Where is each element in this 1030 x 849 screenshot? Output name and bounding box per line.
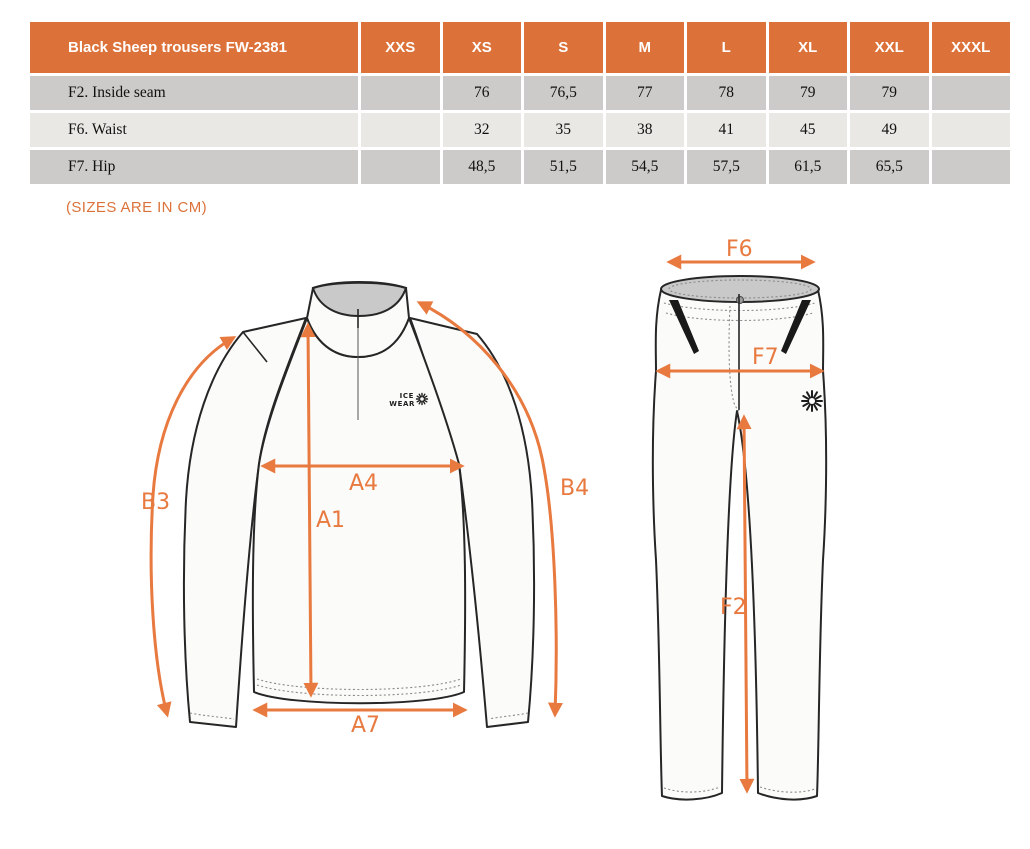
label-f7: F7 (752, 345, 779, 370)
size-chart-table (30, 22, 1010, 184)
label-a7: A7 (351, 713, 381, 738)
size-cell: 79 (850, 76, 929, 110)
size-cell: 79 (769, 76, 848, 110)
size-cell (361, 150, 440, 184)
size-cell: 61,5 (769, 150, 848, 184)
size-cell: 78 (687, 76, 766, 110)
column-header-xxl: XXL (850, 22, 929, 73)
waist-button (737, 297, 744, 304)
size-cell: 48,5 (443, 150, 522, 184)
column-header-m: M (606, 22, 685, 73)
logo-text-wear: WEAR (389, 400, 415, 408)
size-cell (932, 113, 1011, 147)
size-cell: 41 (687, 113, 766, 147)
size-cell: 49 (850, 113, 929, 147)
label-f2: F2 (720, 595, 747, 620)
size-cell: 45 (769, 113, 848, 147)
size-cell: 51,5 (524, 150, 603, 184)
shirt-drawing (141, 282, 589, 738)
size-cell: 76 (443, 76, 522, 110)
row-label-waist: F6. Waist (30, 113, 358, 147)
size-cell: 35 (524, 113, 603, 147)
column-header-s: S (524, 22, 603, 73)
size-cell: 32 (443, 113, 522, 147)
garment-measurement-diagram (0, 228, 1030, 849)
row-label-hip: F7. Hip (30, 150, 358, 184)
size-cell: 76,5 (524, 76, 603, 110)
trousers-drawing (653, 237, 826, 800)
sizes-unit-note: (SIZES ARE IN CM) (66, 199, 207, 216)
size-cell: 77 (606, 76, 685, 110)
column-header-xxs: XXS (361, 22, 440, 73)
column-header-xs: XS (443, 22, 522, 73)
size-cell: 38 (606, 113, 685, 147)
size-cell (361, 76, 440, 110)
size-cell: 57,5 (687, 150, 766, 184)
column-header-l: L (687, 22, 766, 73)
label-b3: B3 (141, 490, 171, 515)
column-header-xl: XL (769, 22, 848, 73)
logo-text-ice: ICE (399, 392, 414, 400)
size-cell: 65,5 (850, 150, 929, 184)
size-cell: 54,5 (606, 150, 685, 184)
label-f6: F6 (726, 237, 753, 262)
size-cell (932, 150, 1011, 184)
table-title: Black Sheep trousers FW-2381 (30, 22, 358, 73)
column-header-xxxl: XXXL (932, 22, 1011, 73)
size-cell (361, 113, 440, 147)
label-a1: A1 (316, 508, 346, 533)
size-cell (932, 76, 1011, 110)
row-label-inside-seam: F2. Inside seam (30, 76, 358, 110)
label-a4: A4 (349, 471, 379, 496)
label-b4: B4 (560, 476, 590, 501)
